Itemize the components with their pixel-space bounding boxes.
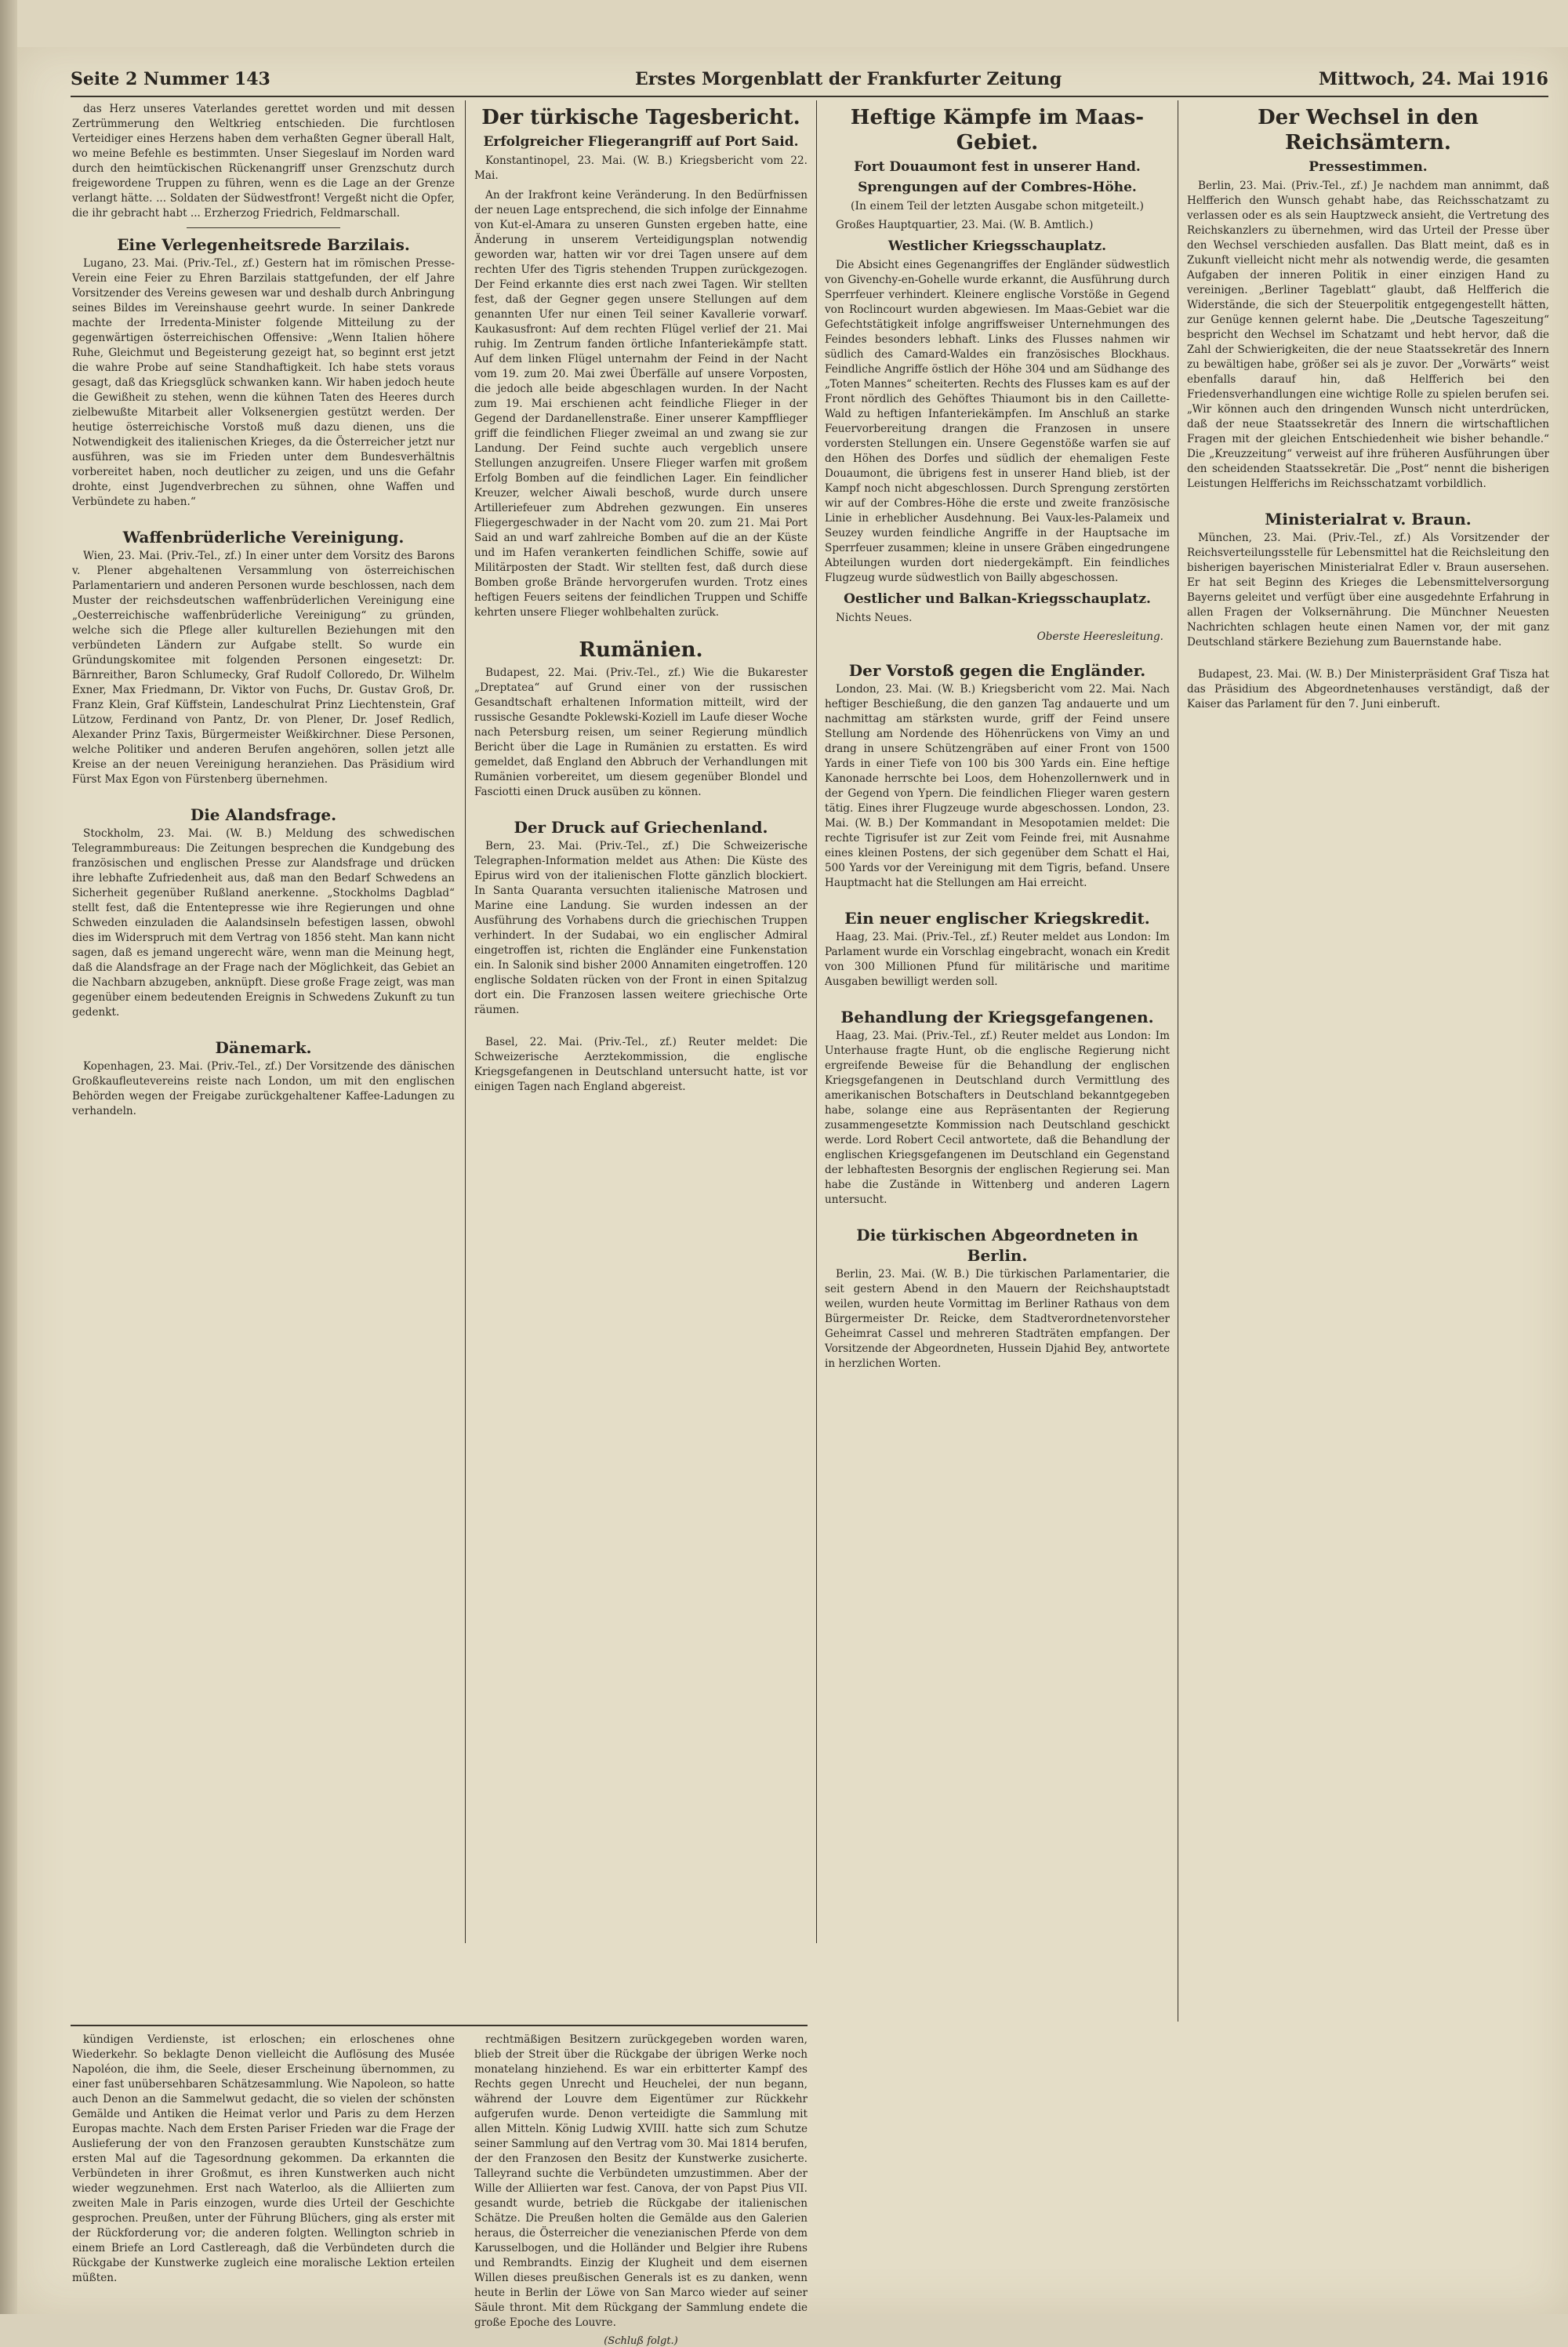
column-2 — [474, 102, 808, 2023]
article-barzilai — [72, 234, 455, 510]
column-rule-2 — [816, 100, 817, 1943]
column-rule-1 — [465, 100, 466, 1943]
article-body: Kopenhagen, 23. Mai. (Priv.-Tel., zf.) Der Vorsitzende des dänischen Großkaufleutevereins reiste nach London, um mit den englischen Behörden wegen der Freigabe zurückgehaltener Kaffee-Ladungen zu verhandeln. — [72, 1060, 455, 1117]
article-griechenland — [474, 817, 808, 1018]
article-body: Berlin, 23. Mai. (W. B.) Die türkischen Parlamentarier, die seit gestern Abend in den Mauern der Reichshauptstadt weilen, wurden heute Vormittag im Berliner Rathaus von dem Bürgermeister Dr. Reicke, dem Stadtverordnetenvorsteher Geheimrat Cassel und mehreren Stadträten empfangen. Der Vorsitzende der Abgeordneten, Hussein Djahid Bey, antwortete in herzlichen Worten. — [825, 1268, 1170, 1370]
column-1 — [72, 102, 455, 2023]
article-body: Stockholm, 23. Mai. (W. B.) Meldung des schwedischen Telegrammbureaus: Die Zeitungen besprechen die Kundgebung des französischen und englischen Presse zur Alandsfrage und drücken ihre lebhafte Zufriedenheit aus, daß man den Bedarf Schwedens an Sicherheit gegenüber Rußland anerkenne. „Stockholms Dagblad“ stellt fest, daß die Ententepresse wie ihre Regierungen und ohne Schweden einzuladen die Aalandsinseln befestigen lassen, obwohl dies im Widerspruch mit dem Vertrag von 1856 steht. Man kann nicht sagen, daß es jemand ungerecht wäre, wenn man die Meinung hegt, daß die Alandsfrage an der Frage nach der Möglichkeit, das Gebiet an die Nachbarn abzugeben, anknüpft. Diese große Frage zeigt, was man gegenüber einem bedeutenden Ereignis in Schwedens Zukunft zu tun gedenkt. — [72, 827, 455, 1019]
continued-note: (Schluß folgt.) — [604, 2335, 678, 2347]
article-headline: Eine Verlegenheitsrede Barzilais. — [117, 235, 410, 254]
column-4 — [1187, 102, 1549, 2305]
scan-top-margin — [0, 0, 1568, 47]
article-headline: Rumänien. — [579, 638, 703, 662]
article-alandsfrage — [72, 805, 455, 1020]
article-ministerialrat — [1187, 509, 1549, 650]
article-headline: Die Alandsfrage. — [190, 805, 337, 824]
article-tuerkischer-tagesbericht — [474, 105, 808, 620]
article-headline: Dänemark. — [215, 1038, 312, 1057]
column-3 — [825, 102, 1170, 2305]
article-subheadline: Pressestimmen. — [1308, 159, 1428, 175]
article-kriegskredit — [825, 908, 1170, 990]
article-headline: Der türkische Tagesbericht. — [481, 106, 800, 129]
feuilleton-column-1 — [72, 2033, 455, 2299]
issue-date: Mittwoch, 24. Mai 1916 — [1318, 69, 1548, 89]
feuilleton-rule — [71, 2025, 808, 2026]
article-vorstoss — [825, 660, 1170, 891]
page-header — [71, 63, 1548, 94]
article-abgeordnete — [825, 1225, 1170, 1372]
article-maas-gebiet — [825, 105, 1170, 643]
article-subheadline: Sprengungen auf der Combres-Höhe. — [858, 180, 1137, 195]
article-kriegsgefangene — [825, 1007, 1170, 1208]
article-headline: Der Druck auf Griechenland. — [514, 818, 768, 837]
article-headline: Heftige Kämpfe im Maas-Gebiet. — [850, 106, 1145, 154]
article-body: Wien, 23. Mai. (Priv.-Tel., zf.) In einer unter dem Vorsitz des Barons v. Plener abgehaltenen Versammlung von österreichischen Parlamentariern und anderen Personen wurde beschlossen, nach dem Muster der reichsdeutschen waffenbrüderlichen Vereinigung eine „Oesterreichische waffenbrüderliche Vereinigung“ zu gründen, welche sich die Pflege aller kulturellen Beziehungen mit den verbündeten Ländern zur Aufgabe stellt. So wurde ein Gründungskomitee mit folgenden Personen eingesetzt: Dr. Bärnreither, Baron Schlumecky, Graf Rudolf Colloredo, Dr. Wilhelm Exner, Max Friedmann, Dr. Viktor von Fuchs, Dr. Gustav Groß, Dr. Franz Klein, Graf Küffstein, Landeschulrat Prinz Liechtenstein, Graf Lützow, Ferdinand von Pantz, Dr. von Plener, Dr. Josef Redlich, Alexander Prinz Taxis, Bürgermeister Weißkirchner. Diese Personen, welche Politiker und anderen Berufen angehören, sollen jetzt alle Kreise an der neuen Vereinigung heranziehen. Das Präsidium wird Fürst Max Egon von Fürstenberg übernehmen. — [72, 550, 455, 786]
page-number-label: Seite 2 Nummer 143 — [71, 69, 270, 89]
divider — [187, 227, 339, 228]
article-body: Nichts Neues. — [836, 612, 913, 624]
section-heading: Oestlicher und Balkan-Kriegsschauplatz. — [844, 591, 1151, 607]
article-body: London, 23. Mai. (W. B.) Kriegsbericht vom 22. Mai. Nach heftiger Beschießung, die den ganzen Tag andauerte und um nachmittag am stärksten wurde, griff der Feind unsere Stellung am Nordende des Höhenrückens von Vimy an und drang in unsere Schützengräben auf einer Front von 1500 Yards in einer Tiefe von 100 bis 300 Yards ein. Eine heftige Kanonade herrschte bei Loos, dem Hohenzollernwerk und in der Gegend von Ypern. Die feindlichen Flieger waren gestern tätig. Eines ihrer Flugzeuge wurde abgeschossen. London, 23. Mai. (W. B.) Der Kommandant in Mesopotamien meldet: Die rechte Tigrisufer ist zur Zeit vom Feinde frei, mit Ausnahme eines kleinen Postens, der sich gegenüber dem Schatt el Hai, 500 Yards vor der Vereinigung mit dem Tigris, befand. Unsere Hauptmacht hat die Stellungen am Hai erreicht. — [825, 683, 1170, 889]
article-subheadline: Erfolgreicher Fliegerangriff auf Port Said. — [483, 134, 799, 150]
article-basel: Basel, 22. Mai. (Priv.-Tel., zf.) Reuter meldet: Die Schweizerische Aerztekommission, die englische Kriegsgefangenen in Deutschland untersucht hatte, ist vor einigen Tagen nach England abgereist. — [474, 1036, 808, 1093]
article-daenemark — [72, 1037, 455, 1119]
article-dateline: Großes Hauptquartier, 23. Mai. (W. B. Amtlich.) — [836, 219, 1094, 231]
article-note: (In einem Teil der letzten Ausgabe schon mitgeteilt.) — [850, 200, 1144, 213]
article-headline: Ein neuer englischer Kriegskredit. — [844, 909, 1150, 928]
article-body: An der Irakfront keine Veränderung. In den Bedürfnissen der neuen Lage entsprechend, die sich infolge der Einnahme von Kut-el-Amara zu unseren Gunsten ergeben hatte, eine Änderung in unserem Verteidigungsplan notwendig geworden war, hatten wir vor drei Tagen unsere auf dem rechten Ufer des Tigris stehenden Truppen zurückgezogen. Der Feind erkannte dies erst nach zwei Tagen. Wir stellten fest, daß der Gegner gegen unsere Stellungen auf dem genannten Ufer nur einen Teil seiner Kavallerie vorwarf. Kaukasusfront: Auf dem rechten Flügel verlief der 21. Mai ruhig. Im Zentrum fanden örtliche Infanteriekämpfe statt. Auf dem linken Flügel unternahm der Feind in der Nacht vom 19. zum 20. Mai zwei Überfälle auf unsere Vorposten, die jedoch alle beide abgeschlagen wurden. In der Nacht zum 19. Mai erschienen acht feindliche Flieger in der Gegend der Dardanellenstraße. Einer unserer Kampfflieger griff die feindlichen Flieger zweimal an und zwang sie zur Landung. Der Feind suchte auch vergeblich unsere Stellungen anzugreifen. Unsere Flieger warfen mit großem Erfolg Bomben auf die feindlichen Lager. Ein feindlicher Kreuzer, welcher Aiwali beschoß, wurde durch unsere Artilleriefeuer zum Abdrehen gezwungen. Ein unseres Fliegergeschwader in der Nacht vom 20. zum 21. Mai Port Said an und warf zahlreiche Bomben auf die an der Küste und im Hafen verankerten feindlichen Schiffe, sowie auf Militärposten der Stadt. Wir stellten fest, daß durch diese Bomben große Brände hervorgerufen wurden. Trotz eines heftigen Feuers seitens der feindlichen Truppen und Schiffe kehrten unsere Flieger wohlbehalten zurück. — [474, 189, 808, 619]
article-headline: Der Wechsel in den Reichsämtern. — [1258, 106, 1479, 154]
article-budapest: Budapest, 23. Mai. (W. B.) Der Ministerpräsident Graf Tisza hat das Präsidium des Abgeordnetenhauses verständigt, daß der Kaiser das Parlament für den 7. Juni einberuft. — [1187, 668, 1549, 710]
article-body: Haag, 23. Mai. (Priv.-Tel., zf.) Reuter meldet aus London: Im Parlament wurde ein Vorschlag eingebracht, wonach ein Kredit von 300 Millionen Pfund für militärische und maritime Ausgaben bewilligt werden soll. — [825, 931, 1170, 988]
signature: Oberste Heeresleitung. — [1036, 630, 1163, 643]
article-rumaenien — [474, 638, 808, 800]
binding-gutter — [0, 0, 17, 2314]
article-body: Budapest, 22. Mai. (Priv.-Tel., zf.) Wie die Bukarester „Dreptatea“ auf Grund einer von der russischen Gesandtschaft erhaltenen Information mitteilt, wird der russische Gesandte Poklewski-Koziell im Laufe dieser Woche nach Petersburg reisen, um seiner Regierung mündlich Bericht über die Lage in Rumänien zu erstatten. Es wird gemeldet, daß England den Abbruch der Verhandlungen mit Rumänien vorbereitet, um diesem gegenüber Blondel und Fasciotti einen Druck ausüben zu können. — [474, 667, 808, 798]
article-body: Die Absicht eines Gegenangriffes der Engländer südwestlich von Givenchy-en-Gohelle wurde erkannt, die Ausführung durch Sperrfeuer verhindert. Kleinere englische Vorstöße in Gegend von Roclincourt wurden abgewiesen. Im Maas-Gebiet war die Gefechtstätigkeit infolge angriffsweiser Unternehmungen des Feindes besonders lebhaft. Links des Flusses nahmen wir südlich des Camard-Waldes ein französisches Blockhaus. Feindliche Angriffe östlich der Höhe 304 und am Südhange des „Toten Mannes“ scheiterten. Rechts des Flusses kam es auf der Front nördlich des Gehöftes Thiaumont bis in den Caillette-Wald zu heftigen Infanteriekämpfen. Im Anschluß an starke Feuervorbereitung drangen die Franzosen in unsere vordersten Stellungen ein. Unsere Gegenstöße warfen sie auf den Höhen des Dorfes und südlich der ehemaligen Feste Douaumont, die übrigens fest in unserer Hand blieb, ist der Kampf noch nicht abgeschlossen. Durch Sprengung zerstörten wir auf der Combres-Höhe die erste und zweite französische Linie in erheblicher Ausdehnung. Bei Vaux-les-Palameix und Seuzey wurden feindliche Angriffe in der Hauptsache im Sperrfeuer zusammen; kleine in unsere Gräben eingedrungene Abteilungen wurden dort niedergekämpft. Ein feindliches Flugzeug wurde südwestlich von Bailly abgeschossen. — [825, 259, 1170, 584]
article-headline: Die türkischen Abgeordneten in Berlin. — [856, 1226, 1138, 1265]
article-waffenbruederliche — [72, 527, 455, 787]
feuilleton-body: kündigen Verdienste, ist erloschen; ein erloschenes ohne Wiederkehr. So beklagte Denon vielleicht die Auflösung des Musée Napoléon, die ihm, die Seele, dieser Erscheinung übernommen, zu einer fast unübersehbaren Schätzesammlung. Wie Napoleon, so hatte auch Denon an die Sammelwut gedacht, die so vielen der schönsten Gemälde und Antiken die Heimat verlor und Paris zu dem Herzen Europas machte. Nach dem Ersten Pariser Frieden war die Frage der Auslieferung der von den Franzosen geraubten Kunstschätze zum ersten Mal auf die Tagesordnung gekommen. Da erkannten die Verbündeten in ihrer Großmut, es ihren Kunstwerken auch nicht wieder wegzunehmen. Erst nach Waterloo, als die Alliierten zum zweiten Male in Paris einzogen, wurde dies Urteil der Geschichte gesprochen. Preußen, unter der Führung Blüchers, ging als erster mit der Rückforderung vor; die anderen folgten. Wellington schrieb in einem Briefe an Lord Castlereagh, daß die Verbündeten durch die Rückgabe der Kunstwerke zugleich eine moralische Lektion erteilen müßten. — [72, 2033, 455, 2284]
article-body: Haag, 23. Mai. (Priv.-Tel., zf.) Reuter meldet aus London: Im Unterhause fragte Hunt, ob die englische Regierung nicht ergreifende Beweise für die Behandlung der englischen Kriegsgefangenen in Deutschland durch Vermittlung des amerikanischen Botschafters in Deutschland bekanntgegeben habe, solange eine aus Repräsentanten der Regierung zusammengesetzte Kommission nach Deutschland geschickt werde. Lord Robert Cecil antwortete, daß die Behandlung der englischen Kriegsgefangenen im Deutschland ein Gegenstand der lebhaftesten Besorgnis der englischen Regierung sei. Man habe die Zustände in Wittenberg und anderen Lagern untersucht. — [825, 1030, 1170, 1206]
article-subheadline: Fort Douaumont fest in unserer Hand. — [854, 159, 1141, 175]
article-headline: Der Vorstoß gegen die Engländer. — [848, 661, 1146, 680]
feuilleton-column-2 — [474, 2033, 808, 2347]
article-body: München, 23. Mai. (Priv.-Tel., zf.) Als Vorsitzender der Reichsverteilungsstelle für Lebensmittel hat die Reichsleitung den bisherigen bayerischen Ministerialrat Edler v. Braun ausersehen. Er hat seit Beginn des Krieges die Lebensmittelversorgung Bayerns geleitet und verfügt über eine ausgedehnte Erfahrung in allen Fragen der Volksernährung. Die Münchner Neuesten Nachrichten schlagen heute einen Namen vor, der mit ganz Deutschland stärkere Beziehung zum Bauernstande habe. — [1187, 532, 1549, 649]
section-heading: Westlicher Kriegsschauplatz. — [887, 238, 1107, 254]
article-headline: Ministerialrat v. Braun. — [1265, 510, 1472, 529]
masthead-title: Erstes Morgenblatt der Frankfurter Zeitung — [635, 69, 1062, 89]
article-intro-text: das Herz unseres Vaterlandes gerettet worden und mit dessen Zertrümmerung den Weltkrieg entschieden. Die furchtlosen Verteidiger eines Herzens haben dem verhaßten Gegner überall Halt, wo meine Befehle es bestimmten. Unser Siegeslauf im Norden ward durch den heimtückischen Rückenangriff unser Grenzschutz durch freigewordene Truppen zu führen, wenn es die Lage an der Grenze verlangt hätte. ... Soldaten der Südwestfront! Vergeßt nicht die Opfer, die ihr gebracht habt ... Erzherzog Friedrich, Feldmarschall. — [72, 103, 455, 220]
article-body: Berlin, 23. Mai. (Priv.-Tel., zf.) Je nachdem man annimmt, daß Helfferich den Wunsch gehabt habe, das Reichsschatzamt zu verlassen oder es als sein Hauptzweck ansieht, die Vertretung des Reichskanzlers zu übernehmen, wird das Urteil der Presse über den Wechsel verschieden ausfallen. Das Blatt meint, daß es in Zukunft vielleicht nicht mehr als notwendig werde, die gesamten Aufgaben der inneren Politik in einer einzigen Hand zu vereinigen. „Berliner Tageblatt“ glaubt, daß Helfferich die Widerstände, die sich der Steuerpolitik entgegengestellt hätten, zur Genüge kennen gelernt habe. Die „Deutsche Tageszeitung“ bespricht den Wechsel im Schatzamt und hebt hervor, daß die Zahl der Schwierigkeiten, die der neue Staatssekretär des Innern zu bewältigen habe, größer sei als je zuvor. Der „Vorwärts“ weist ebenfalls darauf hin, daß Helfferich bei den Friedensverhandlungen eine wichtige Rolle zu spielen berufen sei. „Wir können auch den dringenden Wunsch nicht unterdrücken, daß der neue Staatssekretär des Innern die wirtschaftlichen Fragen mit der gleichen Entschiedenheit wie bisher behandle.“ Die „Kreuzzeitung“ verweist auf ihre früheren Ausführungen über den scheidenden Staatssekretär. Die „Post“ nennt die bisherigen Leistungen Helfferichs im Reichsschatzamt vorbildlich. — [1187, 180, 1549, 490]
article-headline: Waffenbrüderliche Vereinigung. — [122, 528, 405, 547]
article-body: Bern, 23. Mai. (Priv.-Tel., zf.) Die Schweizerische Telegraphen-Information meldet aus Athen: Die Küste des Epirus wird von der italienischen Flotte gänzlich blockiert. In Santa Quaranta versuchten italienische Matrosen und Marine eine Landung. Sie wurden indessen an der Ausführung des Vorhabens durch die griechischen Truppen verhindert. In der Sudabai, wo ein englischer Admiral eingetroffen ist, richten die Engländer eine Funkenstation ein. In Salonik sind bisher 2000 Annamiten eingetroffen. 120 englische Soldaten rücken von der Front in einen Spitalzug dort ein. Die Franzosen lassen weitere griechische Orte räumen. — [474, 840, 808, 1016]
header-rule — [71, 96, 1548, 97]
article-dateline: Konstantinopel, 23. Mai. (W. B.) Kriegsbericht vom 22. Mai. — [474, 154, 808, 182]
feuilleton-body: rechtmäßigen Besitzern zurückgegeben worden waren, blieb der Streit über die Rückgabe der übrigen Werke noch monatelang hinziehend. Es war ein erbitterter Kampf des Rechts gegen Unrecht und Heuchelei, der nun begann, während der Louvre dem Eigentümer zur Rückkehr aufgerufen wurde. Denon verteidigte die Sammlung mit allen Mitteln. König Ludwig XVIII. hatte sich zum Schutze seiner Sammlung auf den Vertrag vom 30. Mai 1814 berufen, der den Franzosen den Besitz der Kunstwerke zusicherte. Talleyrand suchte die Verbündeten umzustimmen. Aber der Wille der Alliierten war fest. Canova, der von Papst Pius VII. gesandt wurde, betrieb die Rückgabe der italienischen Schätze. Die Preußen holten die Gemälde aus den Galerien heraus, die Österreicher die venezianischen Pferde von dem Karusselbogen, und die Holländer und Belgier ihre Rubens und Rembrandts. Einzig der Klugheit und dem eisernen Willen dieses preußischen Generals ist es zu danken, wenn heute in Berlin der Löwe von San Marco wieder auf seiner Säule thront. Mit dem Rückgang der Sammlung endete die große Epoche des Louvre. — [474, 2033, 808, 2329]
article-headline: Behandlung der Kriegsgefangenen. — [840, 1008, 1154, 1026]
article-reichsaemter — [1187, 105, 1549, 492]
article-body: Lugano, 23. Mai. (Priv.-Tel., zf.) Gestern hat im römischen Presse-Verein eine Feier zu Ehren Barzilais stattgefunden, der elf Jahre Vorsitzender des Vereins gewesen war und deshalb durch Anbringung seines Bildes im Vereinshause geehrt wurde. In seiner Dankrede machte der Irredenta-Minister folgende Mitteilung zu der gegenwärtigen österreichischen Offensive: „Wenn Italien höhere Ruhe, Gleichmut und Begeisterung gezeigt hat, so beginnt erst jetzt die wahre Probe auf seine Standhaftigkeit. Ich habe stets voraus gesagt, daß das Kriegsglück schwanken kann. Wir haben jedoch heute die Gewißheit zu stehen, wenn die kühnen Taten des Heeres durch zielbewußte Mitarbeit aller Volksenergien gestützt werden. Der heutige österreichische Vorstoß muß dazu dienen, uns die Notwendigkeit des italienischen Krieges, da die Österreicher jetzt nur ausführen, was sie im Frieden unter dem Bundesverhältnis vorbereitet haben, noch deutlicher zu zeigen, und uns die Gefahr drohte, einst Jugendverbrechen zu sühnen, ohne Waffen und Verbündete zu haben.“ — [72, 257, 455, 508]
